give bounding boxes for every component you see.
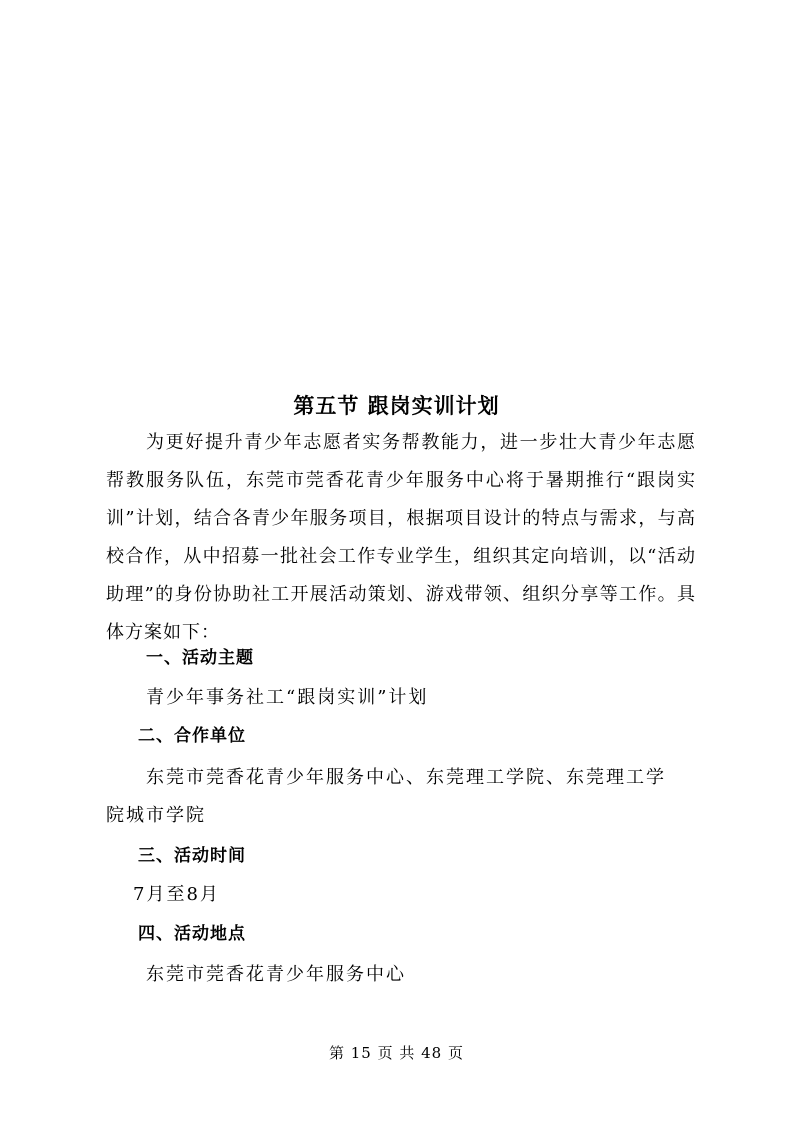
heading-activity-time: 三、活动时间 — [138, 846, 246, 866]
activity-time-text: 7月至8月 — [133, 884, 220, 905]
activity-theme-text: 青少年事务社工“跟岗实训”计划 — [146, 687, 429, 708]
section-title: 第五节 跟岗实训计划 — [293, 393, 500, 418]
heading-activity-theme: 一、活动主题 — [146, 648, 254, 668]
activity-location-text: 东莞市莞香花青少年服务中心 — [146, 964, 406, 985]
intro-paragraph: 为更好提升青少年志愿者实务帮教能力，进一步壮大青少年志愿帮教服务队伍，东莞市莞香花青少年服务中心将于暑期推行“跟岗实训”计划，结合各青少年服务项目，根据项目设计的特点与需求，与高校合作，从中招募一批社会工作专业学生，组织其定向培训，以“活动助理”的身份协助社工开展活动策划、游戏带领、组织分享等工作。具体方案如下： — [106, 432, 696, 643]
page-footer: 第 15 页 共 48 页 — [328, 1044, 464, 1062]
heading-partner-units: 二、合作单位 — [138, 726, 246, 746]
partner-units-text-line2: 院城市学院 — [106, 805, 206, 826]
heading-activity-location: 四、活动地点 — [138, 924, 246, 944]
partner-units-text-line1: 东莞市莞香花青少年服务中心、东莞理工学院、东莞理工学 — [146, 767, 666, 788]
